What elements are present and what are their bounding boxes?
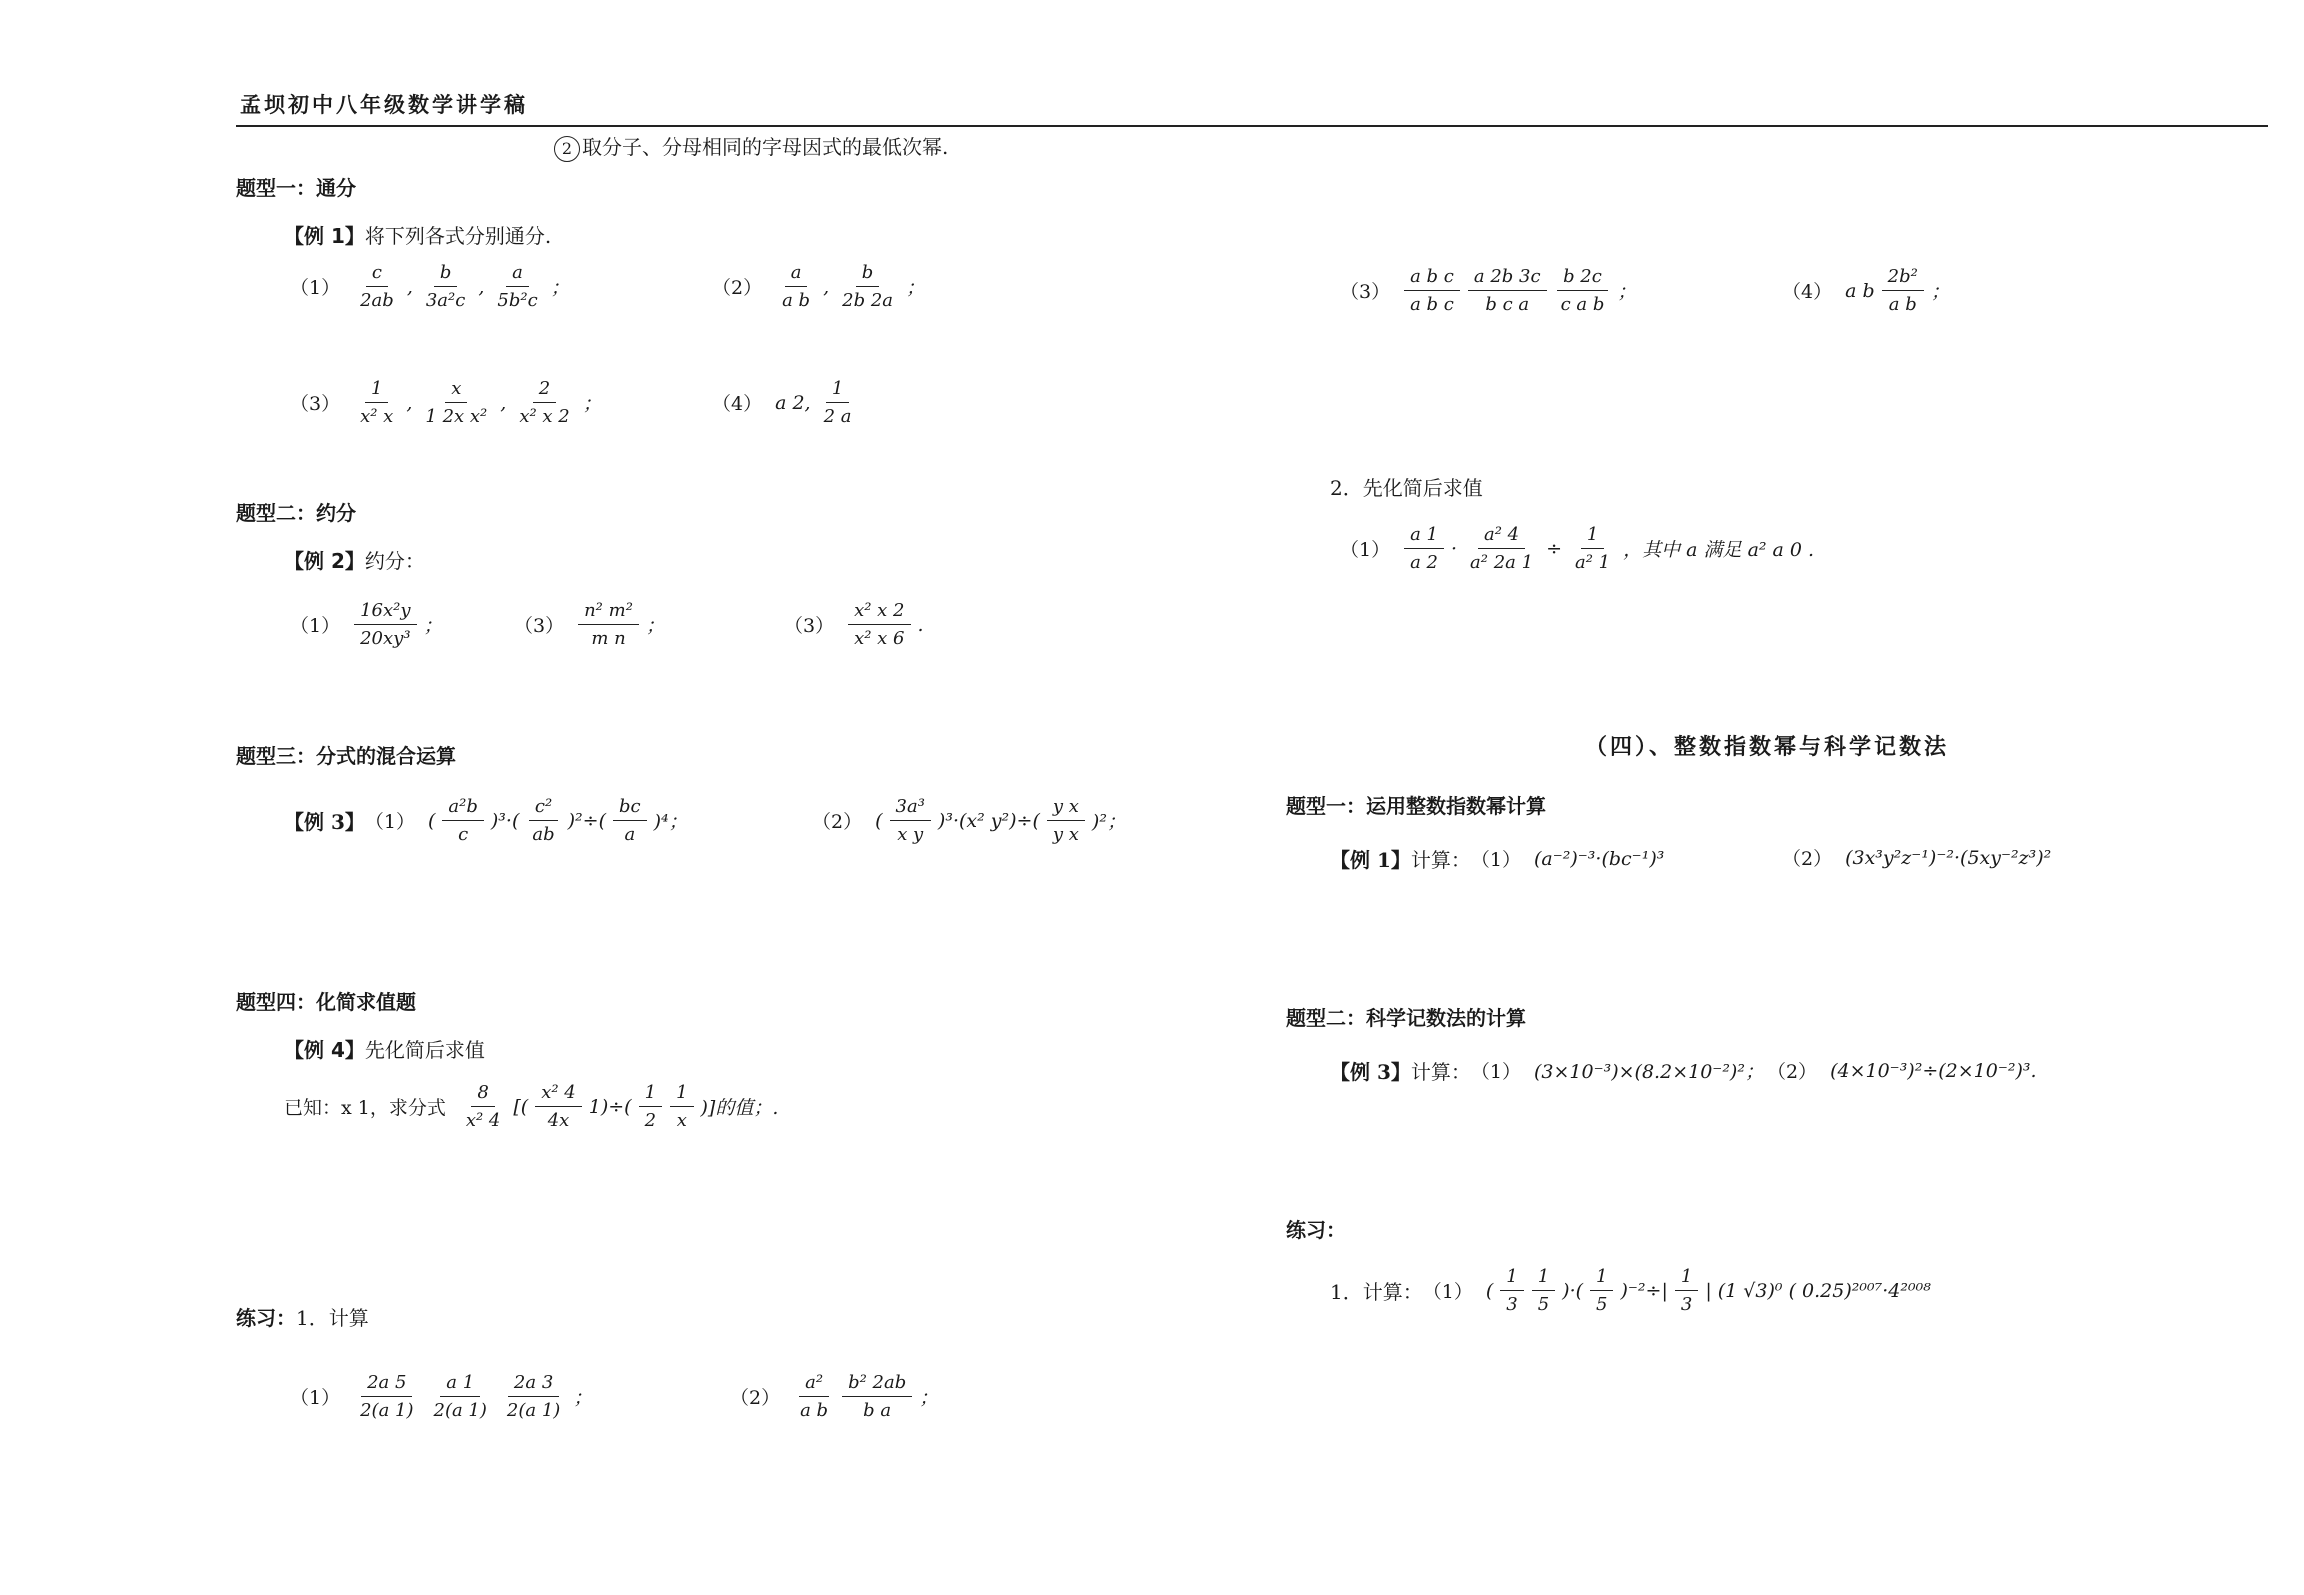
- practice-line: [236, 1302, 369, 1331]
- fraction: [1404, 524, 1444, 573]
- fraction: [848, 600, 910, 649]
- math-token: [(: [513, 1095, 529, 1118]
- fraction-denominator: a² 1: [1575, 552, 1611, 573]
- math-token: 1)÷(: [588, 1095, 632, 1118]
- fraction-denominator: 4x: [547, 1110, 570, 1131]
- fraction-numerator: n² m²: [578, 600, 639, 625]
- fraction: [420, 262, 471, 311]
- fraction-denominator: 5: [1537, 1294, 1550, 1315]
- note-text: 取分子、分母相同的字母因式的最低次幂.: [582, 135, 949, 159]
- fraction: [1468, 266, 1547, 315]
- exercise-1-2: [712, 262, 928, 311]
- fraction-numerator: a: [506, 262, 529, 287]
- typeB-example-line: [1330, 1056, 2040, 1085]
- fraction-denominator: 2(a 1): [360, 1400, 414, 1421]
- fraction-numerator: 1: [670, 1082, 693, 1107]
- fraction-denominator: 3a²c: [425, 290, 466, 311]
- fraction-numerator: b² 2ab: [842, 1372, 912, 1397]
- fraction-numerator: a²b: [442, 796, 483, 821]
- math-token: ,: [478, 275, 485, 298]
- fraction-numerator: 1: [1532, 1266, 1555, 1291]
- math-token: )³·(x² y²)÷(: [937, 809, 1040, 832]
- fraction-denominator: 2b 2a: [842, 290, 894, 311]
- math-token: ；: [573, 1387, 593, 1409]
- fraction-numerator: x² x 2: [848, 600, 910, 625]
- right-practice-expr: [1423, 1266, 1934, 1315]
- math-token: )⁴；: [653, 811, 688, 833]
- exampleA-text: 计算：: [1410, 848, 1471, 872]
- right-practice-text: 1．计算：: [1330, 1280, 1423, 1304]
- typeA-expr-1: [1471, 845, 1667, 872]
- fraction-denominator: 5b²c: [497, 290, 538, 311]
- math-token: ；: [906, 277, 926, 299]
- typeB-heading: 题型二：科学记数法的计算: [1286, 1006, 1526, 1030]
- fraction-numerator: 1: [1590, 1266, 1613, 1291]
- fraction-numerator: 3a³: [890, 796, 931, 821]
- practice-text: 1．计算: [296, 1306, 369, 1330]
- fraction-numerator: a²: [799, 1372, 829, 1397]
- math-token: )]的值；.: [700, 1097, 779, 1119]
- exercise-1-4: [712, 378, 862, 427]
- fraction: [354, 1372, 419, 1421]
- item-label: （1）: [364, 811, 415, 833]
- fraction-denominator: x² x 6: [854, 628, 905, 649]
- fraction-denominator: b a: [863, 1400, 892, 1421]
- fraction-denominator: x² x: [360, 406, 394, 427]
- math-token: )⁻²÷|: [1620, 1279, 1668, 1302]
- fraction: [1882, 266, 1924, 315]
- exercise-2-3: [784, 600, 927, 649]
- item-label: （1）: [290, 1387, 341, 1409]
- item-label: （4）: [712, 393, 763, 415]
- fraction: [419, 378, 493, 427]
- fraction-denominator: b c a: [1485, 294, 1530, 315]
- fraction-numerator: 1: [1675, 1266, 1698, 1291]
- math-token: .: [917, 613, 924, 636]
- item-label: （1）: [1340, 539, 1391, 561]
- fraction-denominator: 2: [644, 1110, 657, 1131]
- fraction-denominator: 2ab: [360, 290, 394, 311]
- example2-text: 约分：: [364, 549, 425, 573]
- fraction: [1590, 1266, 1613, 1315]
- fraction-numerator: y x: [1047, 796, 1085, 821]
- math-token: ；: [919, 1387, 939, 1409]
- item2-text: 2．先化简后求值: [1330, 476, 1483, 500]
- exampleB-tag: 【例 3】: [1330, 1060, 1411, 1084]
- fraction-denominator: 3: [1680, 1294, 1693, 1315]
- fraction-numerator: a: [785, 262, 808, 287]
- fraction: [776, 262, 816, 311]
- fraction-denominator: a: [624, 824, 636, 845]
- item-label: （2）: [1766, 1061, 1818, 1083]
- fraction: [1404, 266, 1460, 315]
- fraction: [1675, 1266, 1698, 1315]
- math-token: a b: [1845, 279, 1875, 302]
- fraction-denominator: a² 2a 1: [1470, 552, 1534, 573]
- fraction-denominator: 5: [1596, 1294, 1608, 1315]
- fraction: [535, 1082, 582, 1131]
- math-token: ；: [550, 277, 570, 299]
- fraction-numerator: 1: [1581, 524, 1604, 549]
- math-token: (: [427, 809, 436, 832]
- practice-1-4: [1782, 266, 1953, 315]
- practice-1-3: [1340, 266, 1639, 315]
- fraction-denominator: 2(a 1): [433, 1400, 487, 1421]
- exercise-3-2: [812, 796, 1129, 845]
- item-label: （1）: [290, 277, 341, 299]
- fraction: [1464, 524, 1539, 573]
- fraction-denominator: 1 2x x²: [425, 406, 488, 427]
- fraction-numerator: c²: [529, 796, 558, 821]
- fraction-denominator: x² x 2: [519, 406, 570, 427]
- note-line: [554, 131, 948, 162]
- math-token: (: [1485, 1279, 1494, 1302]
- fraction: [1532, 1266, 1555, 1315]
- math-token: (3×10⁻³)×(8.2×10⁻²)²；: [1533, 1061, 1764, 1083]
- section-title: （四）、整数指数幂与科学记数法: [1585, 735, 1950, 760]
- example1-line: [284, 220, 551, 249]
- fraction: [1555, 266, 1611, 315]
- fraction: [354, 378, 399, 427]
- circled-number: 2: [554, 136, 580, 162]
- fraction-numerator: 1: [826, 378, 849, 403]
- fraction: [442, 796, 483, 845]
- fraction-numerator: 16x²y: [354, 600, 416, 625]
- math-token: (: [875, 809, 883, 832]
- math-token: ,: [406, 391, 413, 414]
- fraction-denominator: x² 4: [465, 1110, 501, 1131]
- type1-heading: 题型一：通分: [236, 176, 356, 200]
- math-token: | (1 √3)⁰ ( 0.25)²⁰⁰⁷·4²⁰⁰⁸: [1705, 1279, 1931, 1302]
- fraction-denominator: a b: [1888, 294, 1917, 315]
- fraction-denominator: a b: [782, 290, 811, 311]
- math-token: (3x³y²z⁻¹)⁻²·(5xy⁻²z³)²: [1845, 846, 2052, 869]
- exercise-2-1: [290, 600, 446, 649]
- exampleA-tag: 【例 1】: [1330, 848, 1411, 872]
- fraction: [818, 378, 858, 427]
- item-label: （3）: [1340, 281, 1391, 303]
- exercise-3-1: [284, 796, 691, 845]
- fraction: [491, 262, 543, 311]
- math-token: )²；: [1091, 811, 1126, 833]
- item-label: （2）: [730, 1387, 781, 1409]
- exercise-2-2: [514, 600, 668, 649]
- fraction-numerator: a 1: [1404, 524, 1444, 549]
- fraction-numerator: 2b²: [1882, 266, 1924, 291]
- exercise-1-1: [290, 262, 573, 311]
- fraction-denominator: c: [458, 824, 469, 845]
- fraction-denominator: 3: [1506, 1294, 1518, 1315]
- fraction-denominator: a 2: [1410, 552, 1438, 573]
- item-label: （3）: [514, 615, 565, 637]
- math-token: )²÷(: [567, 809, 607, 832]
- fraction-numerator: b: [434, 262, 458, 287]
- practice-1-2: [730, 1372, 941, 1421]
- math-token: ；: [582, 393, 602, 415]
- exercise-1-3: [290, 378, 605, 427]
- fraction-numerator: 2a 3: [508, 1372, 559, 1397]
- item-label: 已知：x 1，求分式: [284, 1097, 446, 1119]
- fraction: [526, 796, 560, 845]
- fraction-denominator: m n: [591, 628, 626, 649]
- example2-tag: 【例 2】: [284, 549, 365, 573]
- typeA-heading: 题型一：运用整数指数幂计算: [1286, 794, 1546, 818]
- fraction-denominator: 2(a 1): [506, 1400, 561, 1421]
- item-label: （1）: [1470, 1061, 1521, 1083]
- fraction-numerator: x² 4: [535, 1082, 582, 1107]
- fraction-numerator: 8: [471, 1082, 494, 1107]
- fraction: [354, 262, 400, 311]
- practice-1-1: [290, 1372, 595, 1421]
- fraction: [670, 1082, 693, 1131]
- fraction-numerator: bc: [613, 796, 647, 821]
- fraction: [513, 378, 575, 427]
- fraction: [354, 600, 416, 649]
- fraction-numerator: 1: [1500, 1266, 1523, 1291]
- example3-tag: 【例 3】: [284, 810, 365, 834]
- item-label: （2）: [1782, 848, 1833, 870]
- exercise-3-1-expr: [365, 796, 691, 845]
- typeA-example-line: [1330, 844, 1667, 873]
- item-label: （3）: [290, 393, 341, 415]
- math-token: ，其中 a 满足 a² a 0 .: [1623, 539, 1815, 561]
- example4-tag: 【例 4】: [284, 1038, 365, 1062]
- example4-text: 先化简后求值: [364, 1038, 485, 1062]
- type2-heading: 题型二：约分: [236, 501, 356, 525]
- fraction-denominator: y x: [1052, 824, 1079, 845]
- item-label: （1）: [1470, 849, 1521, 871]
- math-token: (4×10⁻³)²÷(2×10⁻²)³.: [1830, 1059, 2037, 1082]
- math-token: ÷: [1546, 537, 1562, 560]
- math-token: ；: [1930, 281, 1950, 303]
- fraction: [460, 1082, 507, 1131]
- math-token: ·: [1451, 537, 1458, 560]
- fraction-numerator: 2: [533, 378, 556, 403]
- fraction-numerator: a 2b 3c: [1468, 266, 1547, 291]
- math-token: )³·(: [490, 809, 520, 832]
- type3-heading: 题型三：分式的混合运算: [236, 744, 456, 768]
- fraction-numerator: 1: [365, 378, 388, 403]
- header-rule: [236, 125, 2268, 127]
- fraction-numerator: x: [445, 378, 467, 403]
- practice-heading: 练习：: [236, 1306, 296, 1330]
- item-label: （1）: [1422, 1281, 1473, 1303]
- exampleB-text: 计算：: [1410, 1060, 1471, 1084]
- fraction-numerator: c: [366, 262, 388, 287]
- fraction: [1500, 1266, 1523, 1315]
- math-token: ,: [823, 275, 830, 298]
- example1-tag: 【例 1】: [284, 224, 365, 248]
- fraction-denominator: x: [676, 1110, 687, 1131]
- example2-line: [284, 545, 425, 574]
- fraction-denominator: 2 a: [823, 406, 852, 427]
- fraction: [501, 1372, 566, 1421]
- item-label: （4）: [1782, 281, 1833, 303]
- right-practice-line: [1330, 1266, 1934, 1315]
- item-label: （1）: [290, 615, 341, 637]
- typeA-expr-2: [1782, 844, 2054, 871]
- practice-2-1: [1340, 524, 1817, 573]
- fraction: [1047, 796, 1085, 845]
- fraction: [794, 1372, 834, 1421]
- header-title: 孟坝初中八年级数学讲学稿: [240, 93, 528, 117]
- math-token: ,: [406, 275, 413, 298]
- typeB-expr: [1471, 1057, 2040, 1084]
- math-token: (a⁻²)⁻³·(bc⁻¹)³: [1533, 847, 1665, 870]
- math-token: ；: [1617, 281, 1637, 303]
- fraction: [639, 1082, 662, 1131]
- math-token: ；: [423, 615, 443, 637]
- fraction: [428, 1372, 493, 1421]
- math-token: a 2,: [775, 391, 811, 414]
- item-label: （3）: [784, 615, 835, 637]
- item-label: （2）: [712, 277, 763, 299]
- math-token: ；: [645, 615, 665, 637]
- fraction: [1569, 524, 1616, 573]
- fraction-denominator: c a b: [1560, 294, 1605, 315]
- exercise-4: [284, 1082, 781, 1131]
- fraction-denominator: a b: [800, 1400, 829, 1421]
- fraction-denominator: x y: [897, 824, 924, 845]
- fraction: [890, 796, 931, 845]
- fraction-numerator: a 1: [440, 1372, 480, 1397]
- fraction-numerator: 1: [639, 1082, 662, 1107]
- fraction-denominator: a b c: [1410, 294, 1454, 315]
- item-label: （2）: [812, 811, 863, 833]
- fraction-denominator: ab: [532, 824, 555, 845]
- fraction: [836, 262, 899, 311]
- fraction-numerator: b: [856, 262, 880, 287]
- fraction-numerator: a² 4: [1478, 524, 1525, 549]
- type4-heading: 题型四：化简求值题: [236, 990, 416, 1014]
- fraction: [613, 796, 647, 845]
- fraction-numerator: b 2c: [1557, 266, 1608, 291]
- example4-line: [284, 1034, 485, 1063]
- math-token: ,: [500, 391, 507, 414]
- fraction: [578, 600, 639, 649]
- fraction-numerator: 2a 5: [361, 1372, 412, 1397]
- right-practice-heading: 练习：: [1286, 1218, 1346, 1242]
- fraction: [842, 1372, 912, 1421]
- fraction-denominator: 20xy³: [360, 628, 411, 649]
- example1-text: 将下列各式分别通分.: [364, 224, 552, 248]
- math-token: )·(: [1562, 1279, 1584, 1302]
- fraction-numerator: a b c: [1404, 266, 1460, 291]
